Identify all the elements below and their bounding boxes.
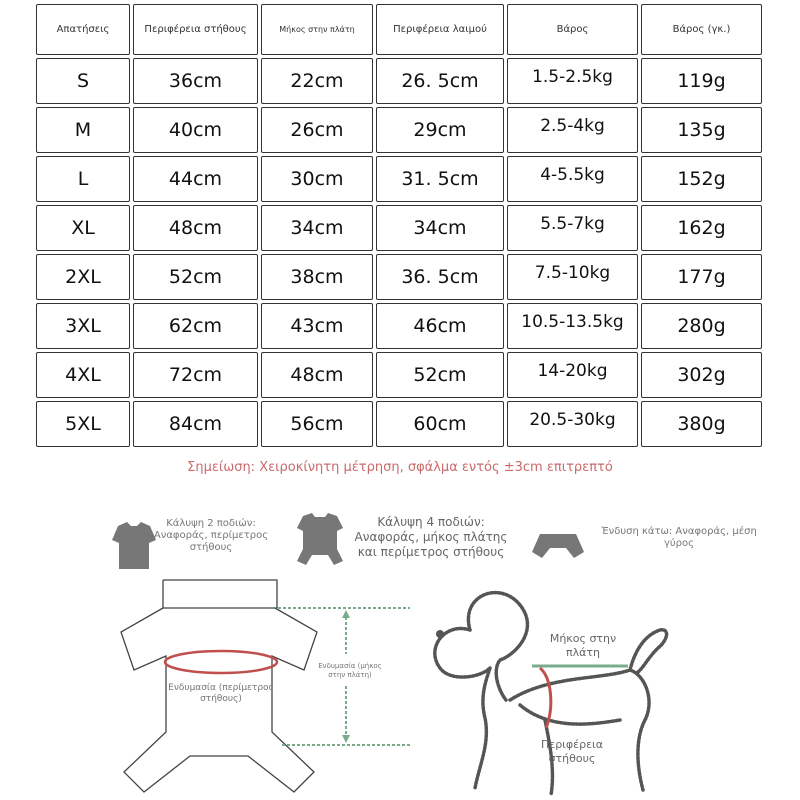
neck-cell: 60cm (376, 401, 504, 447)
chest-cell: 36cm (133, 58, 258, 104)
weight-cell: 7.5-10kg (507, 254, 638, 300)
neck-cell: 31. 5cm (376, 156, 504, 202)
bottom-caption: Ένδυση κάτω: Αναφοράς, μέση γύρος (601, 526, 757, 549)
chest-cell: 48cm (133, 205, 258, 251)
four-leg-caption: Κάλυψη 4 ποδιών: Αναφοράς, μήκος πλάτης και περίμετρος στήθους (354, 515, 508, 559)
back-length-cell: 43cm (261, 303, 373, 349)
chest-cell: 52cm (133, 254, 258, 300)
back-length-label: Μήκος στην πλάτη (549, 632, 617, 659)
neck-cell: 26. 5cm (376, 58, 504, 104)
garment-weight-cell: 152g (641, 156, 762, 202)
dog-nose (436, 630, 444, 638)
two-leg-caption: Κάλυψη 2 ποδιών: Αναφοράς, περίμετρος στήθους (153, 518, 269, 553)
chest-label: Περιφέρεια στήθους (540, 738, 604, 765)
neck-cell: 36. 5cm (376, 254, 504, 300)
neck-cell: 34cm (376, 205, 504, 251)
chest-cell: 72cm (133, 352, 258, 398)
measurement-note: Σημείωση: Χειροκίνητη μέτρηση, σφάλμα εντός ±3cm επιτρεπτό (187, 460, 613, 475)
weight-cell: 1.5-2.5kg (507, 58, 638, 104)
garment-weight-cell: 380g (641, 401, 762, 447)
chest-ring (165, 651, 277, 673)
back-length-cell: 56cm (261, 401, 373, 447)
two-leg-style-icon (112, 522, 156, 569)
chest-cell: 44cm (133, 156, 258, 202)
back-length-cell: 34cm (261, 205, 373, 251)
weight-cell: 14-20kg (507, 352, 638, 398)
weight-cell: 5.5-7kg (507, 205, 638, 251)
size-cell: 4XL (36, 352, 130, 398)
weight-cell: 10.5-13.5kg (507, 303, 638, 349)
neck-cell: 29cm (376, 107, 504, 153)
back-length-cell: 22cm (261, 58, 373, 104)
garment-weight-cell: 135g (641, 107, 762, 153)
bottom-style-icon (532, 534, 584, 558)
header-garment-weight: Βάρος (γκ.) (641, 4, 762, 55)
chest-cell: 84cm (133, 401, 258, 447)
weight-cell: 20.5-30kg (507, 401, 638, 447)
header-neck: Περιφέρεια λαιμού (376, 4, 504, 55)
back-length-cell: 48cm (261, 352, 373, 398)
chest-cell: 40cm (133, 107, 258, 153)
garment-weight-cell: 177g (641, 254, 762, 300)
four-leg-style-icon (297, 513, 343, 565)
weight-cell: 4-5.5kg (507, 156, 638, 202)
header-chest: Περιφέρεια στήθους (133, 4, 258, 55)
garment-length-label: Ενδυμασία (μήκος στην πλάτη) (318, 662, 382, 679)
neck-cell: 52cm (376, 352, 504, 398)
size-cell: 5XL (36, 401, 130, 447)
back-length-cell: 30cm (261, 156, 373, 202)
size-cell: XL (36, 205, 130, 251)
header-weight: Βάρος (507, 4, 638, 55)
garment-chest-label: Ενδυμασία (περίμετρος στήθους) (168, 683, 274, 704)
weight-cell: 2.5-4kg (507, 107, 638, 153)
size-cell: L (36, 156, 130, 202)
back-length-cell: 26cm (261, 107, 373, 153)
back-length-cell: 38cm (261, 254, 373, 300)
garment-weight-cell: 302g (641, 352, 762, 398)
garment-weight-cell: 119g (641, 58, 762, 104)
size-cell: S (36, 58, 130, 104)
garment-weight-cell: 162g (641, 205, 762, 251)
header-size: Απατήσεις (36, 4, 130, 55)
garment-weight-cell: 280g (641, 303, 762, 349)
chest-cell: 62cm (133, 303, 258, 349)
header-back-length: Μήκος στην πλάτη (261, 4, 373, 55)
size-cell: 2XL (36, 254, 130, 300)
neck-cell: 46cm (376, 303, 504, 349)
size-cell: M (36, 107, 130, 153)
size-cell: 3XL (36, 303, 130, 349)
